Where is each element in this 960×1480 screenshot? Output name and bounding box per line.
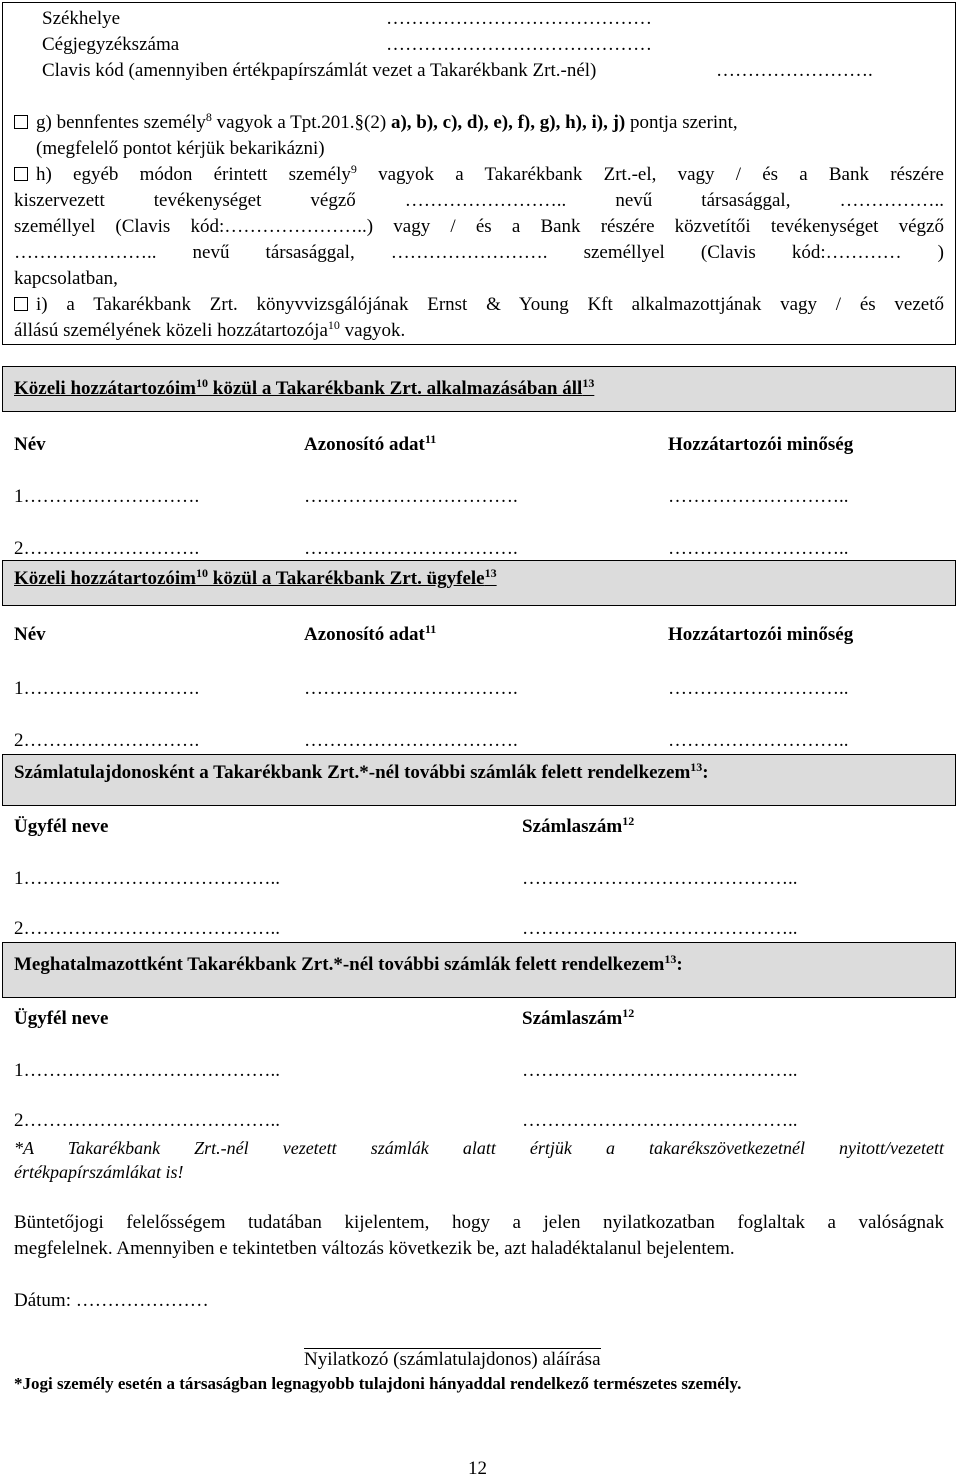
date-row [14, 1290, 209, 1312]
option-h-checkbox[interactable] [14, 167, 28, 181]
section2-col-name: Név [14, 624, 46, 645]
seat-label: Székhelye [42, 8, 121, 29]
section1-row1-name[interactable]: 1………………………. [14, 486, 200, 507]
clavis-label: Clavis kód (amennyiben értékpapírszámlát vezet a Takarékbank Zrt.-nél) [42, 60, 597, 81]
section3-row1-account[interactable]: …………………………………….. [522, 868, 798, 889]
section1-row2-name[interactable]: 2………………………. [14, 538, 200, 559]
section2-row1-id[interactable]: ……………………………. [304, 678, 518, 699]
declaration-line1: Büntetőjogi felelősségem tudatában kijelentem, hogy a jelen nyilatkozatban foglaltak a valóságnak [14, 1212, 944, 1233]
option-g: g) bennfentes személy$^8$ vagyok a Tpt.201.§(2) a), b), c), d), e), f), g), h), i), j) pontja szerint, [14, 112, 738, 134]
section1-row1-relation[interactable]: ……………………….. [668, 486, 849, 507]
reg-number-field[interactable]: …………………………………… [386, 34, 652, 55]
reg-number-label: Cégjegyzékszáma [42, 34, 180, 55]
section3-col-client: Ügyfél neve [14, 816, 109, 837]
signature-label: Nyilatkozó (számlatulajdonos) aláírása [304, 1349, 601, 1370]
section4-row1-account[interactable]: …………………………………….. [522, 1060, 798, 1081]
section1-row1-id[interactable]: ……………………………. [304, 486, 518, 507]
option-h-line2: kiszervezett tevékenységet végző …………………….. nevű társasággal, …………….. [14, 190, 944, 211]
seat-field[interactable]: …………………………………… [386, 8, 652, 29]
option-g-checkbox[interactable] [14, 115, 28, 129]
option-i: i) a Takarékbank Zrt. könyvvizsgálójának Ernst & Young Kft alkalmazottjának vagy / és vezető [14, 294, 944, 316]
section1-row2-relation[interactable]: ……………………….. [668, 538, 849, 559]
date-label: Dátum: [14, 1290, 71, 1311]
section1-title: Közeli hozzátartozóim$^{10}$ közül a Takarékbank Zrt. alkalmazásában áll$^{13}$ [14, 376, 595, 399]
section3-row1-client[interactable]: 1………………………………….. [14, 868, 280, 889]
section4-row2-client[interactable]: 2………………………………….. [14, 1110, 280, 1131]
section2-row2-name[interactable]: 2………………………. [14, 730, 200, 751]
section1-col-id: Azonosító adat$^{11}$ [304, 432, 437, 455]
clavis-field[interactable]: ……………………. [716, 60, 873, 81]
declaration-line2: megfelelnek. Amennyiben e tekintetben változás következik be, azt haladéktalanul bejelentem. [14, 1238, 735, 1259]
legal-note: *Jogi személy esetén a társaságban legnagyobb tulajdoni hányaddal rendelkező természetes személy. [14, 1374, 742, 1393]
footnote-line1: *A Takarékbank Zrt.-nél vezetett számlák alatt értjük a takarékszövetkezetnél nyitott/vezetett [14, 1138, 944, 1158]
section1-row2-id[interactable]: ……………………………. [304, 538, 518, 559]
section2-row1-relation[interactable]: ……………………….. [668, 678, 849, 699]
option-i-line2: állású személyének közeli hozzátartozója$^{10}$ vagyok. [14, 318, 406, 341]
section4-col-client: Ügyfél neve [14, 1008, 109, 1029]
section3-row2-client[interactable]: 2………………………………….. [14, 918, 280, 939]
section4-row2-account[interactable]: …………………………………….. [522, 1110, 798, 1131]
section4-col-account: Számlaszám$^{12}$ [522, 1006, 635, 1029]
section2-title: Közeli hozzátartozóim$^{10}$ közül a Takarékbank Zrt. ügyfele$^{13}$ [14, 566, 497, 589]
option-h-line3: személlyel (Clavis kód:…………………..) vagy / és a Bank részére közvetítői tevékenységet végző [14, 216, 944, 237]
option-h: h) egyéb módon érintett személy$^9$ vagyok a Takarékbank Zrt.-el, vagy / és a Bank részére [14, 164, 944, 186]
option-h-line4: ………………….. nevű társasággal, ……………………. személlyel (Clavis kód:………… ) [14, 242, 944, 263]
section1-col-relation: Hozzátartozói minőség [668, 434, 854, 455]
section2-col-relation: Hozzátartozói minőség [668, 624, 854, 645]
section4-row1-client[interactable]: 1………………………………….. [14, 1060, 280, 1081]
page-number: 12 [468, 1458, 487, 1479]
option-h-line5: kapcsolatban, [14, 268, 118, 289]
section3-row2-account[interactable]: …………………………………….. [522, 918, 798, 939]
section2-row2-id[interactable]: ……………………………. [304, 730, 518, 751]
section2-col-id: Azonosító adat$^{11}$ [304, 622, 437, 645]
date-field[interactable]: ………………… [75, 1290, 209, 1311]
option-g-note: (megfelelő pontot kérjük bekarikázni) [36, 138, 325, 159]
option-i-checkbox[interactable] [14, 297, 28, 311]
section3-title: Számlatulajdonosként a Takarékbank Zrt.*-nél további számlák felett rendelkezem$^{13}$: [14, 760, 709, 783]
footnote-line2: értékpapírszámlákat is! [14, 1162, 184, 1182]
section2-row1-name[interactable]: 1………………………. [14, 678, 200, 699]
section1-col-name: Név [14, 434, 46, 455]
section4-title: Meghatalmazottként Takarékbank Zrt.*-nél további számlák felett rendelkezem$^{13}$: [14, 952, 683, 975]
section2-row2-relation[interactable]: ……………………….. [668, 730, 849, 751]
section3-col-account: Számlaszám$^{12}$ [522, 814, 635, 837]
